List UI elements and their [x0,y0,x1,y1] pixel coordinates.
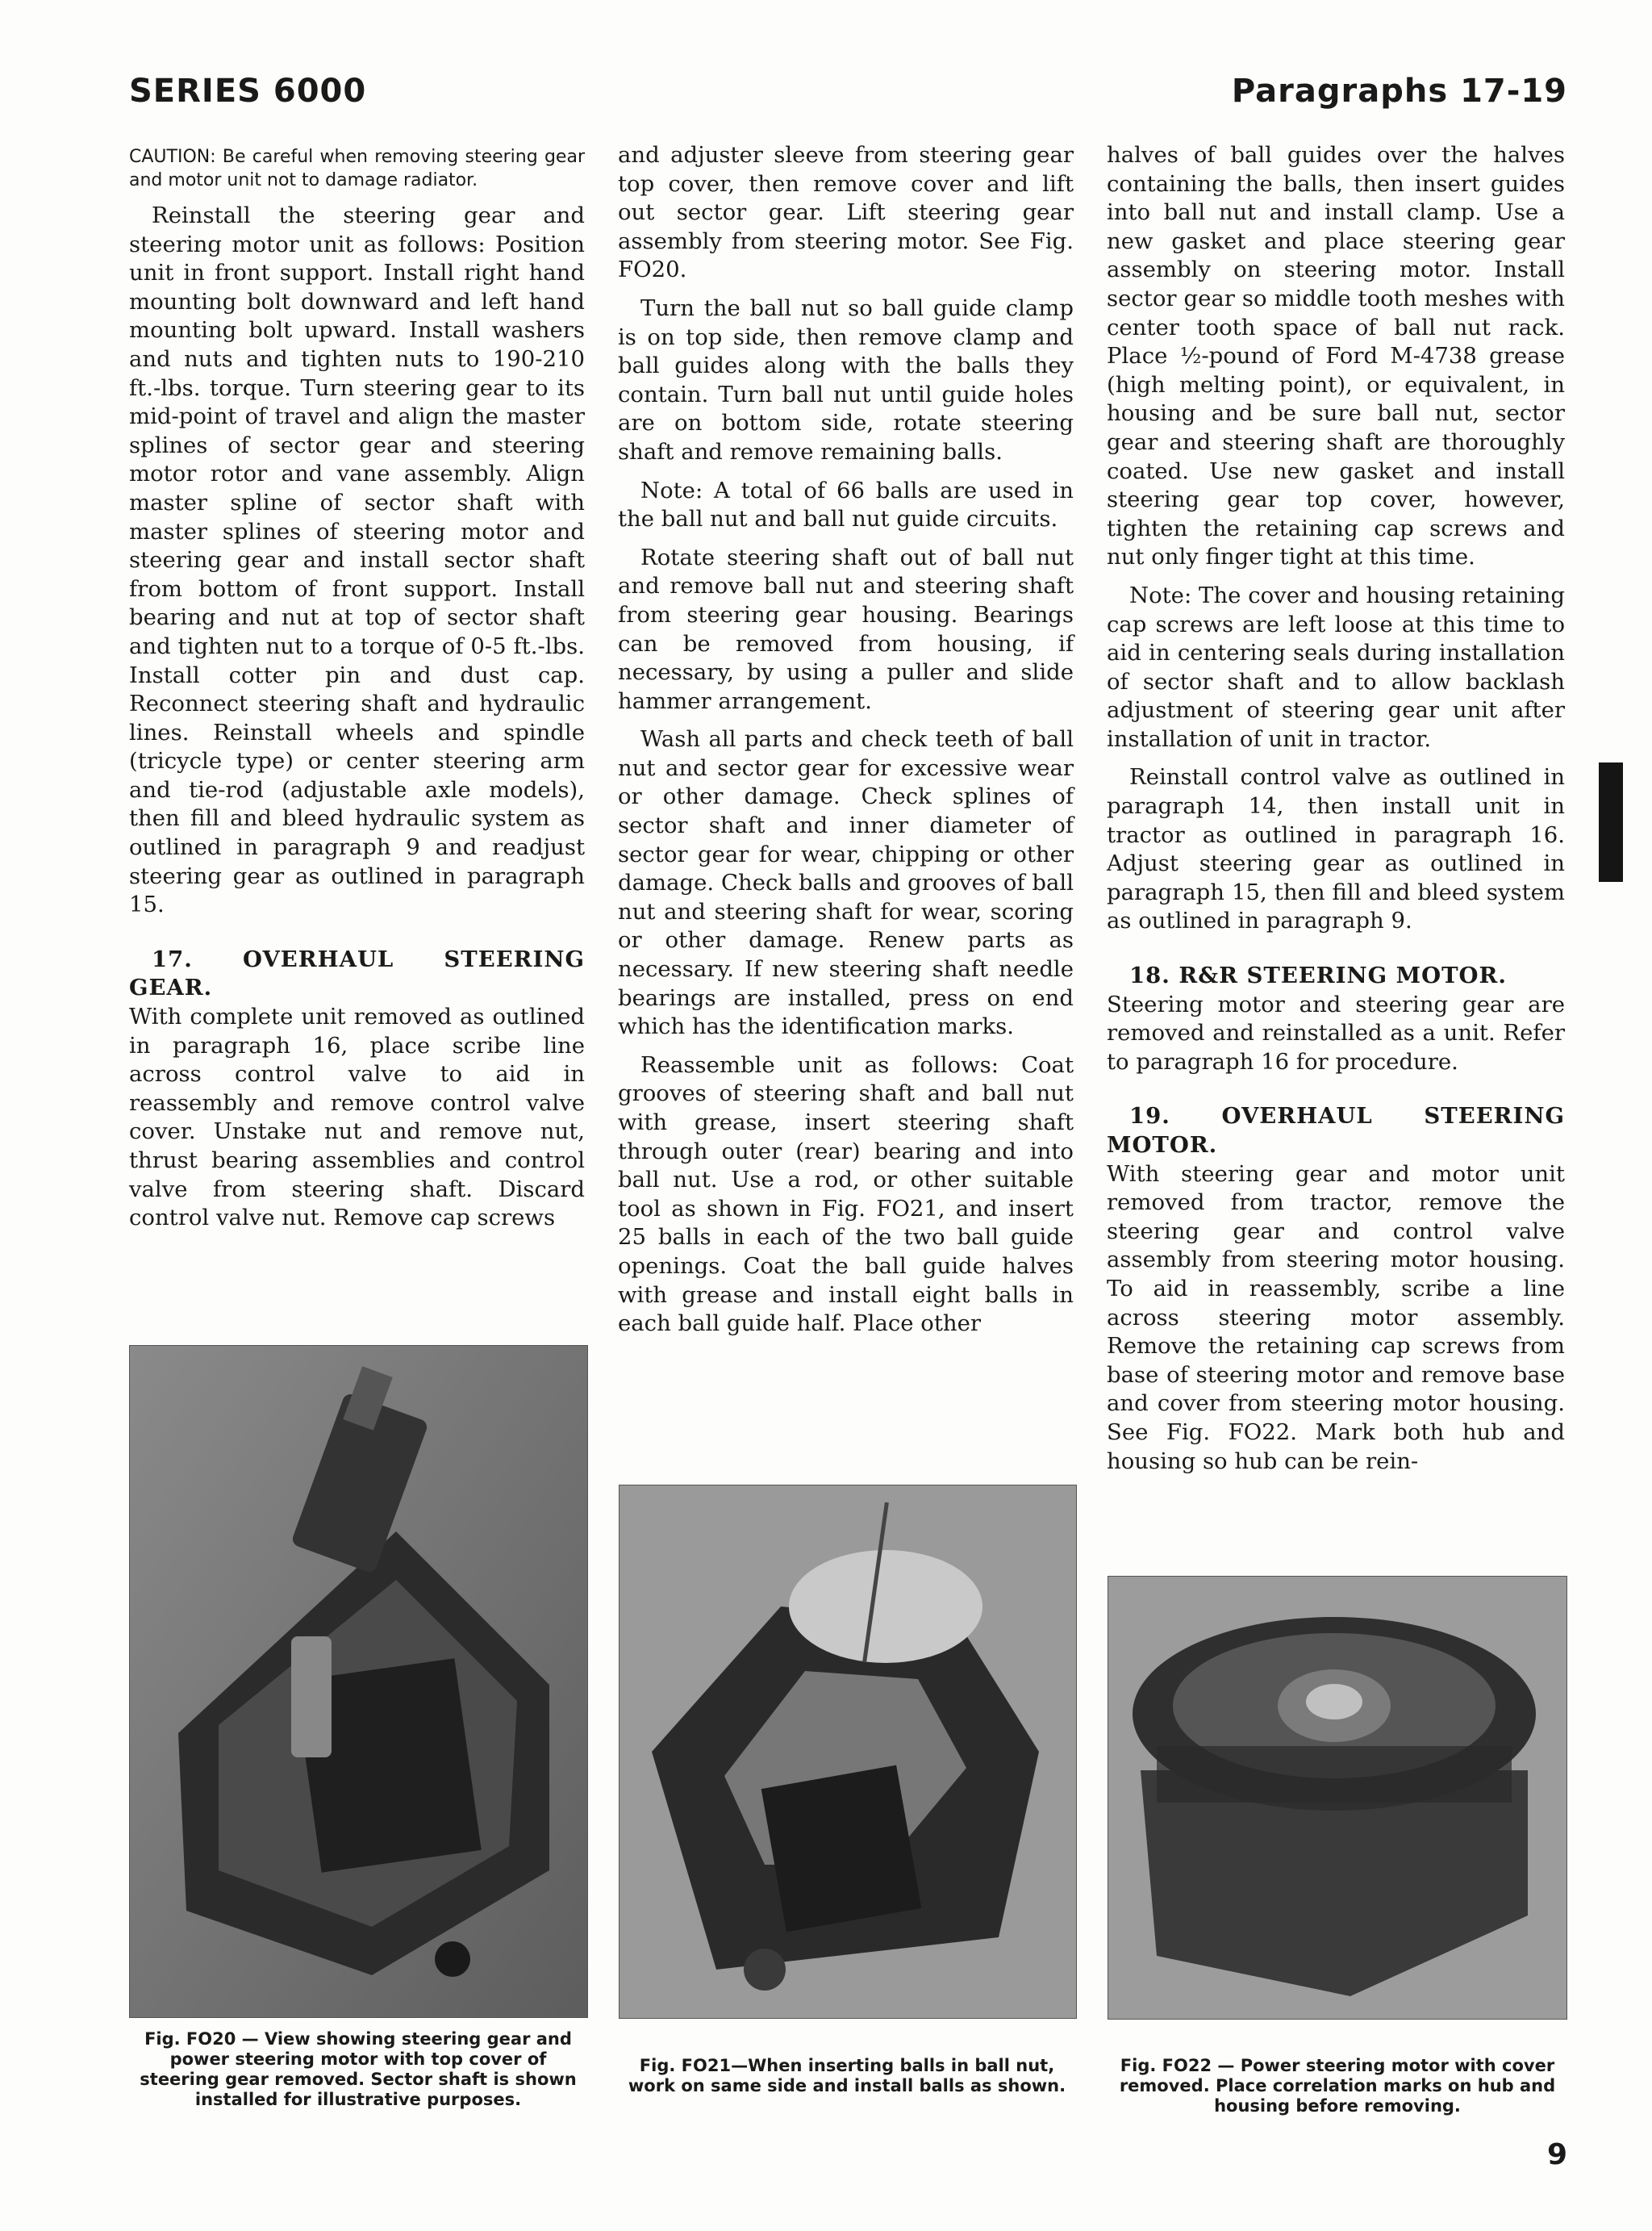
figure-fo21-photo [619,1485,1077,2019]
figure-fo21-caption: Fig. FO21—When inserting balls in ball nut, work on same side and install balls as shown. [628,2056,1066,2095]
page-number: 9 [1546,2138,1567,2171]
figure-fo20-photo [129,1345,588,2018]
col2-note: Note: A total of 66 balls are used in the ball nut and ball nut guide circuits. [618,477,1074,533]
figure-fo22-caption: Fig. FO22 — Power steering motor with cover removed. Place correlation marks on hub and housing before removing. [1119,2056,1556,2116]
series-header: SERIES 6000 [129,73,367,110]
paragraph-18-body: Steering motor and steering gear are removed and reinstalled as a unit. Refer to paragraph 16 for procedure. [1107,991,1565,1075]
figure-fo22-photo [1108,1576,1567,2020]
col3-paragraph-3: Reinstall control valve as outlined in paragraph 14, then install unit in tractor as outlined in paragraph 16. Adjust steering gear as outlined in paragraph 15, then fill and bleed system as outlined in paragraph 9. [1107,764,1565,934]
heading-17: 17. OVERHAUL STEERING GEAR. [129,946,585,1001]
caution-note: CAUTION: Be careful when removing steering gear and motor unit not to damage radiator. [129,147,585,190]
col2-paragraph-4: Rotate steering shaft out of ball nut and remove ball nut and steering shaft from steering gear housing. Bearings can be removed from housing, if necessary, by using a puller and slide hammer arrangement. [618,544,1074,714]
reinstall-paragraph: Reinstall the steering gear and steering motor unit as follows: Position unit in front support. Install right hand mounting bolt downward and left hand mounting bolt upward. Install washers and nuts and tighten nuts to 190-210 ft.-lbs. torque. Turn steering gear to its mid-point of travel and align the master splines of sector gear and steering motor rotor and vane assembly. Align master spline of sector shaft with master splines of steering motor and steering gear and install sector shaft from bottom of front support. Install bearing and nut at top of sector shaft and tighten nut to a torque of 0-5 ft.-lbs. Install cotter pin and dust cap. Reconnect steering shaft and hydraulic lines. Reinstall wheels and spindle (tricycle type) or center steering arm and tie-rod (adjustable axle models), then fill and bleed hydraulic system as outlined in paragraph 9 and readjust steering gear as outlined in paragraph 15. [129,203,585,918]
text-column-1 [129,145,585,1243]
paragraph-17-body: With complete unit removed as outlined in paragraph 16, place scribe line across control valve to aid in reassembly and remove control valve cover. Unstake nut and remove nut, thrust bearing assemblies and control valve from steering shaft. Discard control valve nut. Remove cap screws [129,1004,585,1231]
heading-18: 18. R&R STEERING MOTOR. [1129,963,1507,989]
paragraph-19-body: With steering gear and motor unit removed from tractor, remove the steering gear and control valve assembly from steering motor housing. To aid in reassembly, scribe a line across steering motor assembly. Remove the retaining cap screws from base of steering motor and remove base and cover from steering motor housing. See Fig. FO22. Mark both hub and housing so hub can be rein- [1107,1160,1565,1474]
col2-paragraph-6: Reassemble unit as follows: Coat grooves of steering shaft and ball nut with grease, insert steering shaft through outer (rear) bearing and into ball nut. Use a rod, or other suitable tool as shown in Fig. FO21, and insert 25 balls in each of the two ball guide openings. Coat the ball guide halves with grease and install eight balls in each ball guide half. Place other [618,1051,1074,1337]
col2-paragraph-1: and adjuster sleeve from steering gear top cover, then remove cover and lift out sector gear. Lift steering gear assembly from steering motor. See Fig. FO20. [618,142,1074,283]
col3-note: Note: The cover and housing retaining cap screws are left loose at this time to aid in centering seals during installation of sector shaft and to allow backlash adjustment of steering gear unit after installation of unit in tractor. [1107,582,1565,752]
heading-19: 19. OVERHAUL STEERING MOTOR. [1107,1103,1565,1158]
figure-fo20-caption: Fig. FO20 — View showing steering gear and power steering motor with top cover of steering gear removed. Sector shaft is shown installed for illustrative purposes. [140,2029,577,2109]
col3-paragraph-1: halves of ball guides over the halves containing the balls, then insert guides into ball nut and install clamp. Use a new gasket and place steering gear assembly on steering motor. Install sector gear so middle tooth meshes with center tooth space of ball nut rack. Place ½-pound of Ford M-4738 grease (high melting point), or equivalent, in housing and be sure ball nut, sector gear and steering shaft are thoroughly coated. Use new gasket and install steering gear top cover, however, tighten the retaining cap screws and nut only finger tight at this time. [1107,142,1565,570]
paragraphs-header: Paragraphs 17-19 [1231,73,1567,110]
col2-paragraph-2: Turn the ball nut so ball guide clamp is on top side, then remove clamp and ball guides along with the balls they contain. Turn ball nut until guide holes are on bottom side, rotate steering shaft and remove remaining balls. [618,295,1074,465]
text-column-2 [618,141,1074,1348]
edge-index-tab [1599,762,1623,882]
text-column-3 [1107,141,1565,1485]
col2-paragraph-5: Wash all parts and check teeth of ball nut and sector gear for excessive wear or other damage. Check splines of sector shaft and inner diameter of sector gear for wear, chipping or other damage. Check balls and grooves of ball nut and steering shaft for wear, scoring or other damage. Renew parts as necessary. If new steering shaft needle bearings are installed, press on end which has the identification marks. [618,726,1074,1040]
